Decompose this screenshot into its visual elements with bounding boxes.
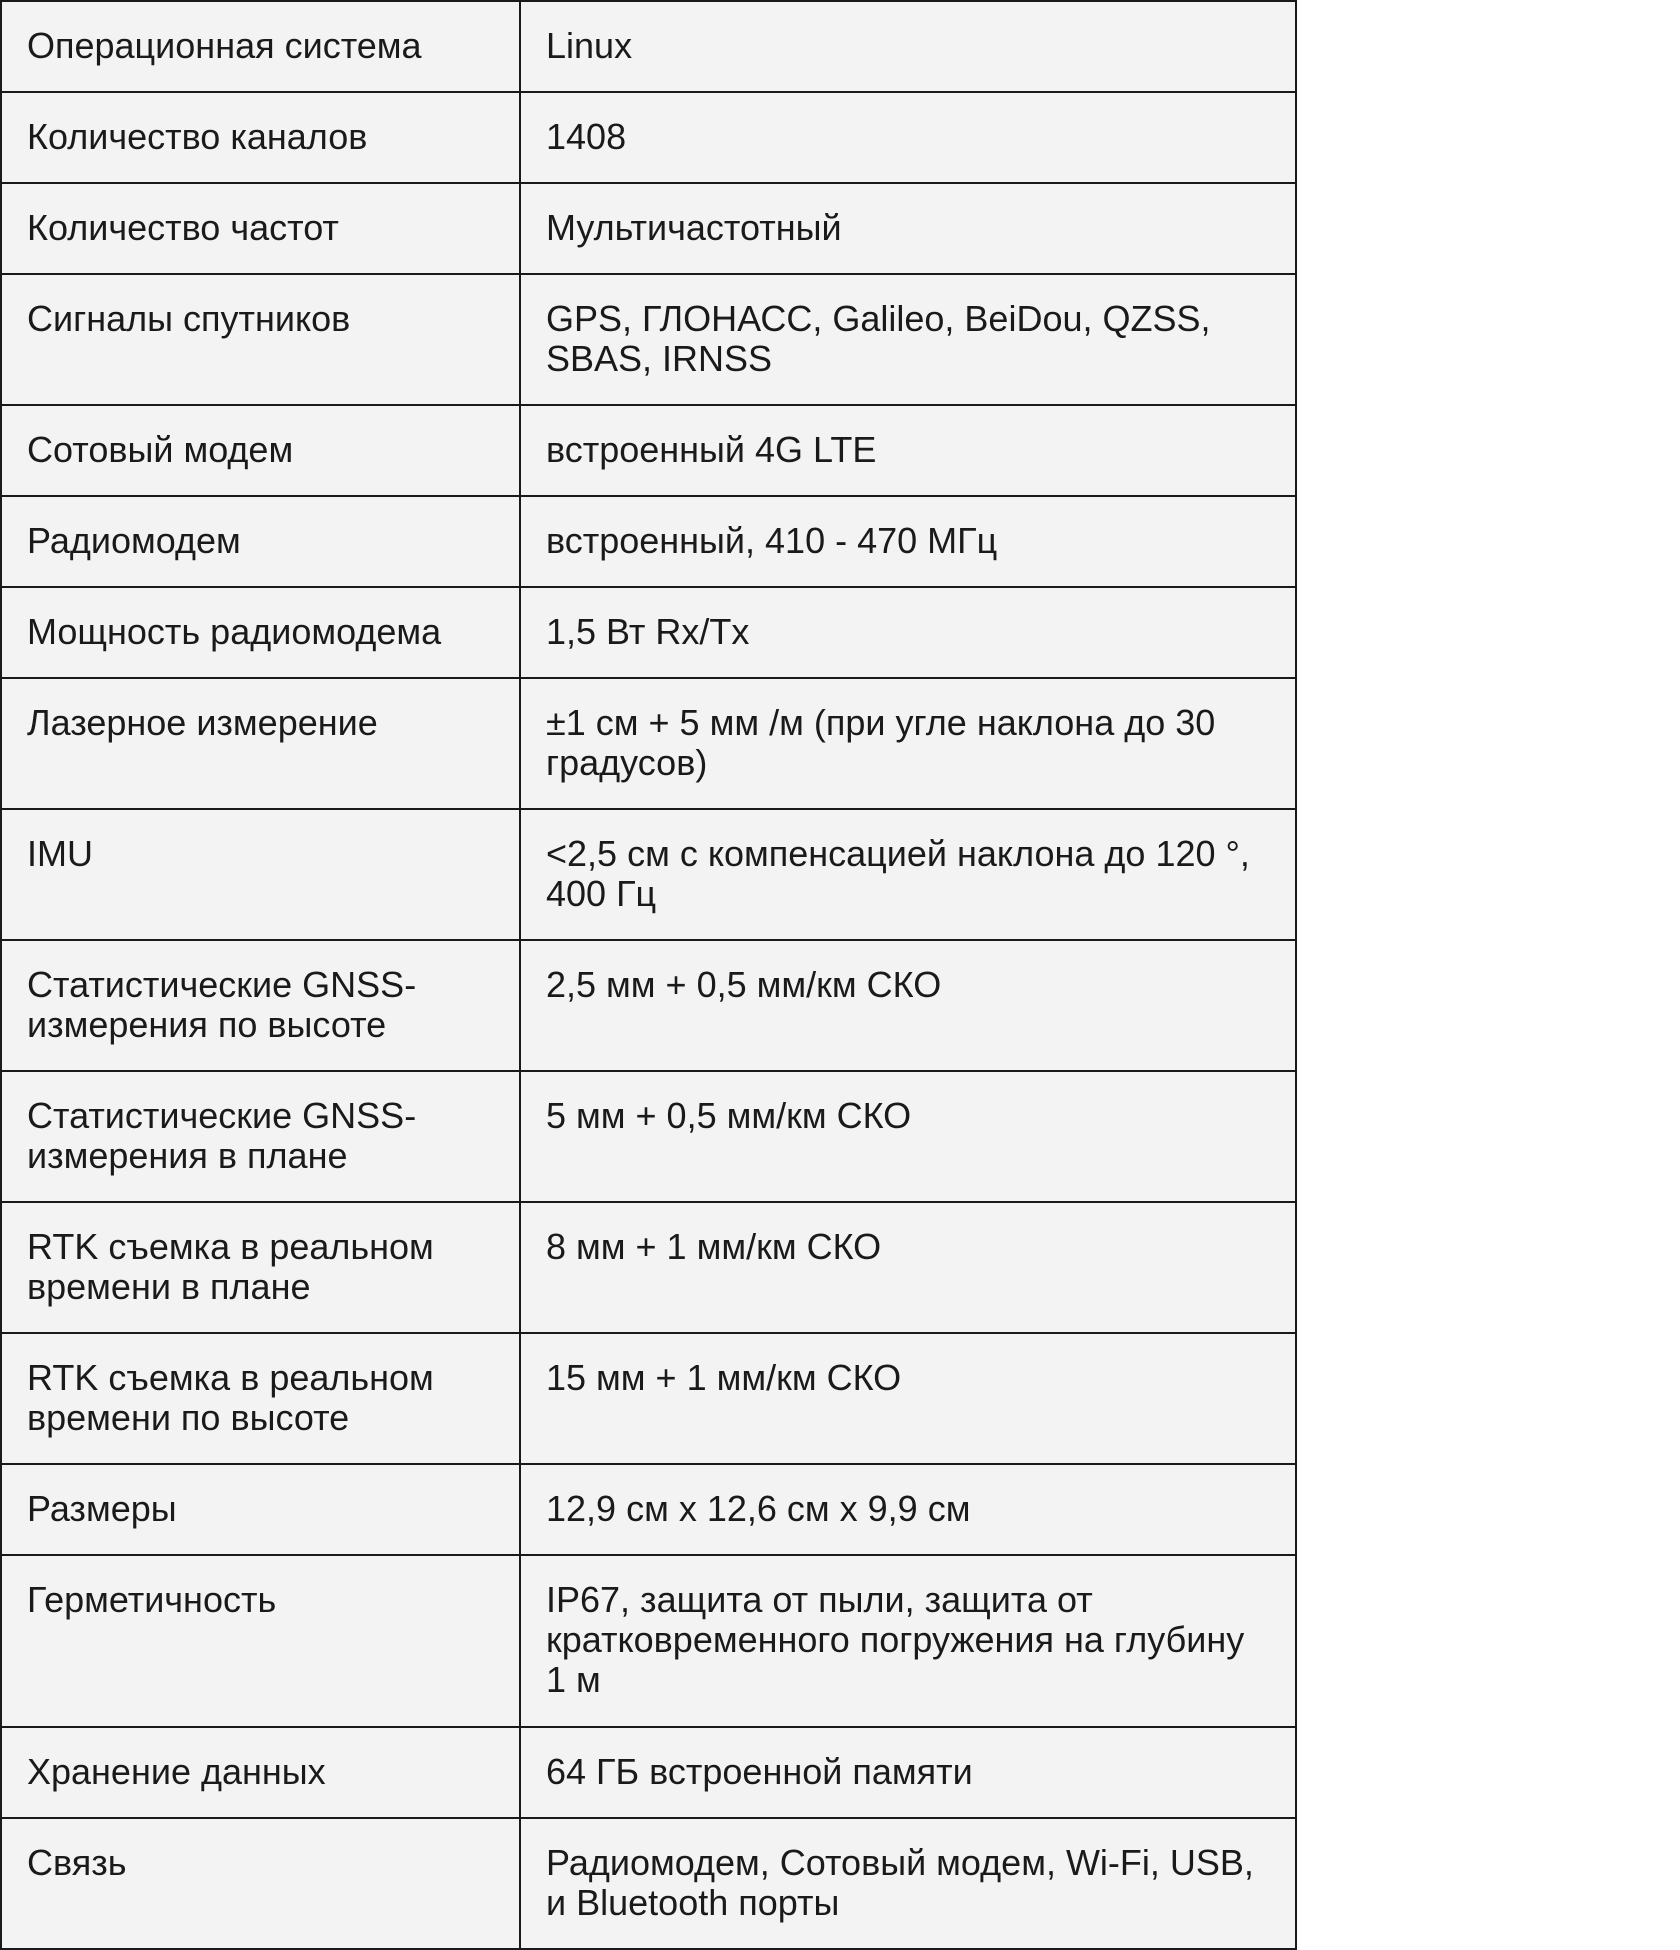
table-row bbox=[1, 1202, 1296, 1333]
spec-label: Связь bbox=[1, 1818, 520, 1949]
spec-label: Количество каналов bbox=[1, 92, 520, 183]
spec-label: Радиомодем bbox=[1, 496, 520, 587]
table-row bbox=[1, 405, 1296, 496]
table-row bbox=[1, 496, 1296, 587]
spec-label: Лазерное измерение bbox=[1, 678, 520, 809]
table-row bbox=[1, 1727, 1296, 1818]
spec-value: 1408 bbox=[520, 92, 1296, 183]
spec-label: Мощность радиомодема bbox=[1, 587, 520, 678]
spec-value: 64 ГБ встроенной памяти bbox=[520, 1727, 1296, 1818]
table-row bbox=[1, 587, 1296, 678]
table-row bbox=[1, 678, 1296, 809]
spec-value: ±1 см + 5 мм /м (при угле наклона до 30 градусов) bbox=[520, 678, 1296, 809]
spec-label: Хранение данных bbox=[1, 1727, 520, 1818]
spec-label: Статистические GNSS-измерения в плане bbox=[1, 1071, 520, 1202]
spec-label: Размеры bbox=[1, 1464, 520, 1555]
spec-value: IP67, защита от пыли, защита от кратковременного погружения на глубину 1 м bbox=[520, 1555, 1296, 1727]
spec-label: Сигналы спутников bbox=[1, 274, 520, 405]
spec-value: 8 мм + 1 мм/км СКО bbox=[520, 1202, 1296, 1333]
spec-value: 5 мм + 0,5 мм/км СКО bbox=[520, 1071, 1296, 1202]
spec-label: Операционная система bbox=[1, 1, 520, 92]
spec-label: Герметичность bbox=[1, 1555, 520, 1727]
table-row bbox=[1, 1, 1296, 92]
spec-label: IMU bbox=[1, 809, 520, 940]
table-row bbox=[1, 183, 1296, 274]
spec-value: GPS, ГЛОНАСС, Galileo, BeiDou, QZSS, SBAS, IRNSS bbox=[520, 274, 1296, 405]
table-row bbox=[1, 92, 1296, 183]
spec-value: 15 мм + 1 мм/км СКО bbox=[520, 1333, 1296, 1464]
spec-label: RTK съемка в реальном времени по высоте bbox=[1, 1333, 520, 1464]
table-row bbox=[1, 1464, 1296, 1555]
spec-label: Количество частот bbox=[1, 183, 520, 274]
spec-label: Статистические GNSS-измерения по высоте bbox=[1, 940, 520, 1071]
spec-value: 2,5 мм + 0,5 мм/км СКО bbox=[520, 940, 1296, 1071]
table-row bbox=[1, 1818, 1296, 1949]
spec-value: 1,5 Вт Rx/Tx bbox=[520, 587, 1296, 678]
table-row bbox=[1, 1555, 1296, 1727]
spec-value: 12,9 см x 12,6 см x 9,9 см bbox=[520, 1464, 1296, 1555]
spec-label: RTK съемка в реальном времени в плане bbox=[1, 1202, 520, 1333]
table-row bbox=[1, 1333, 1296, 1464]
table-row bbox=[1, 940, 1296, 1071]
spec-value: Мультичастотный bbox=[520, 183, 1296, 274]
spec-value: Linux bbox=[520, 1, 1296, 92]
spec-value: встроенный, 410 - 470 МГц bbox=[520, 496, 1296, 587]
spec-label: Сотовый модем bbox=[1, 405, 520, 496]
table-row bbox=[1, 809, 1296, 940]
spec-value: встроенный 4G LTE bbox=[520, 405, 1296, 496]
spec-value: <2,5 см с компенсацией наклона до 120 °, 400 Гц bbox=[520, 809, 1296, 940]
spec-value: Радиомодем, Сотовый модем, Wi-Fi, USB, и Bluetooth порты bbox=[520, 1818, 1296, 1949]
table-row bbox=[1, 274, 1296, 405]
table-row bbox=[1, 1071, 1296, 1202]
